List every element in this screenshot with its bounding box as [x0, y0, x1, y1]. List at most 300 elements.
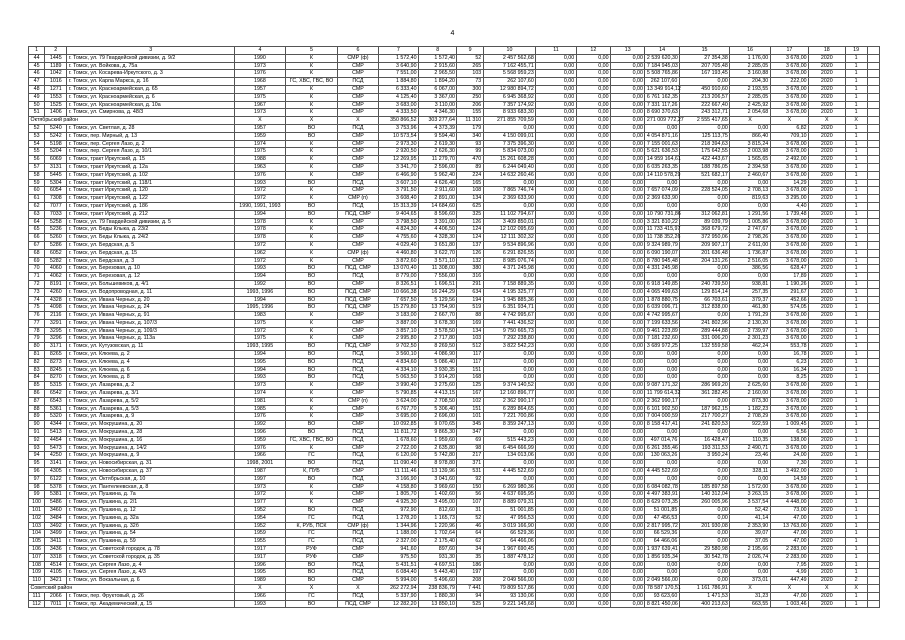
table-cell: г. Томск, ул. Советской городок, д. 35 [67, 553, 235, 561]
table-cell: 0,00 [576, 304, 610, 312]
table-cell: 208 [457, 577, 483, 585]
table-cell: ВО [285, 179, 338, 187]
table-cell: 3 560,10 [378, 351, 418, 359]
table-cell: 1 009,45 [770, 421, 808, 429]
table-cell: 1 [845, 538, 867, 546]
table-cell: 2 362 990,17 [483, 397, 536, 405]
table-cell: 2020 [809, 85, 845, 93]
table-cell: 8 269,50 [419, 343, 457, 351]
table-cell: СМР [338, 109, 378, 117]
table-cell: 0,00 [611, 171, 645, 179]
table-cell: 0,00 [611, 499, 645, 507]
table-cell [867, 327, 879, 335]
table-cell: 0,00 [483, 429, 536, 437]
table-cell: 3 678,00 [770, 140, 808, 148]
table-cell: 30 542,78 [679, 553, 730, 561]
table-cell: 0,00 [611, 436, 645, 444]
table-cell: г. Томск, ул. Водопроводная, д. 11 [67, 288, 235, 296]
table-row [29, 156, 880, 164]
table-cell: 3 791,50 [378, 187, 418, 195]
table-cell: 6 039 096,71 [646, 304, 678, 311]
table-cell: ПСД [338, 78, 378, 86]
column-number: 15 [679, 47, 730, 55]
table-cell: 117 [457, 351, 483, 359]
table-cell: 3 110,00 [419, 101, 457, 109]
table-cell: 4 371 245,98 [483, 265, 536, 273]
table-cell: 2020 [809, 257, 845, 265]
table-cell: 0,00 [536, 218, 576, 226]
table-cell: К [285, 148, 338, 156]
table-cell: 0,00 [611, 514, 645, 522]
table-cell [867, 288, 879, 296]
table-cell: 222,00 [770, 78, 808, 86]
table-cell: 4 755,60 [378, 234, 418, 242]
table-cell: 3 678,00 [770, 234, 808, 242]
table-cell: 1 [845, 210, 867, 218]
table-cell: 1 [845, 171, 867, 179]
table-cell: 3 367,00 [419, 93, 457, 101]
table-row [29, 70, 880, 78]
table-cell: 194 [457, 296, 483, 304]
table-cell: 0,00 [576, 148, 610, 156]
table-cell: 1 [845, 249, 867, 257]
table-cell: 0,00 [611, 234, 645, 242]
table-cell: 94 [29, 452, 45, 460]
table-cell: 80 [29, 343, 45, 351]
table-cell: 1 [845, 397, 867, 405]
table-row [29, 265, 880, 273]
table-cell: ВО [285, 374, 338, 382]
table-cell: 10 790 731,86 [646, 210, 681, 217]
table-cell: г. Томск, ул. Пушкина, д. 32а [67, 514, 235, 522]
table-cell: 1 959,60 [419, 436, 457, 444]
table-cell: г. Томск, ул. Лазарева, д. 5/2 [67, 397, 235, 405]
table-cell: 897,60 [419, 546, 457, 554]
table-cell: СМР (ф) [338, 249, 378, 257]
table-cell: 4 125,40 [378, 93, 418, 101]
table-cell: ПСД [338, 530, 378, 538]
table-cell: 1189 [45, 62, 67, 70]
table-cell: 0,00 [611, 530, 645, 538]
table-cell: 9 865,30 [419, 429, 457, 437]
table-cell: 2 369 633,90 [483, 195, 536, 203]
table-cell: 3 678,00 [770, 93, 808, 101]
table-cell: 0,00 [576, 312, 610, 320]
table-cell: 0,00 [611, 218, 645, 226]
table-cell: 16,78 [770, 351, 808, 359]
table-cell: 0,00 [679, 429, 730, 437]
table-cell: 100 [29, 499, 45, 507]
table-cell: 1 572,40 [419, 54, 457, 62]
table-cell: 0,00 [611, 265, 645, 273]
table-cell: К [285, 163, 338, 171]
table-cell: г. Томск, ул. Большевиков, д. 4/1 [67, 280, 235, 288]
table-cell: ПСД [338, 592, 378, 600]
table-cell: 1 [845, 452, 867, 460]
table-cell: 0,00 [730, 179, 770, 187]
table-cell: 3 678,00 [770, 335, 808, 343]
table-cell: 0,00 [576, 85, 610, 93]
table-cell: 137 [457, 241, 483, 249]
table-cell: 3 275,60 [419, 382, 457, 390]
district-name: Советский район [29, 584, 235, 592]
table-cell: 3 678,00 [770, 109, 808, 117]
table-cell: 0,00 [611, 374, 645, 382]
table-cell: 0,00 [536, 132, 576, 140]
table-cell [867, 171, 879, 179]
table-cell [867, 507, 879, 515]
table-row [29, 374, 880, 382]
table-cell: 204,30 [730, 78, 770, 86]
table-cell: 2020 [809, 530, 845, 538]
table-cell: 0,00 [611, 202, 645, 210]
table-cell: 2020 [809, 514, 845, 522]
subtotal-cell: 271 855 709,59 [483, 117, 536, 125]
table-cell: 0,00 [576, 280, 610, 288]
table-cell: 0,00 [611, 179, 645, 187]
table-cell: ВО [285, 304, 338, 312]
column-number [867, 47, 879, 55]
table-cell: 0,00 [576, 483, 610, 491]
table-cell: 1978 [235, 226, 286, 234]
table-cell: 2020 [809, 405, 845, 413]
table-row [29, 109, 880, 117]
table-row [29, 296, 880, 304]
table-cell: 4,40 [770, 202, 808, 210]
table-cell: 2 891,00 [419, 195, 457, 203]
table-cell: 4 150 099,01 [483, 132, 536, 140]
table-cell: 345 [457, 421, 483, 429]
table-cell: 0,00 [536, 280, 576, 288]
table-cell: 3 678,00 [770, 483, 808, 491]
table-cell: К, ПУБ [285, 468, 338, 476]
table-cell: ВО [285, 343, 338, 351]
table-cell: 0,00 [576, 226, 610, 234]
table-cell: 2 915,60 [419, 62, 457, 70]
table-cell: 1 [845, 553, 867, 561]
table-cell: 53 [29, 132, 45, 140]
table-cell: 9 374 140,52 [483, 382, 536, 390]
table-cell: 873,30 [730, 397, 770, 405]
table-cell: 207 705,48 [679, 62, 730, 70]
table-row [29, 397, 880, 405]
table-cell: 3 678,00 [770, 54, 808, 62]
table-cell: 7 181 232,60 [646, 335, 678, 342]
table-cell: 5198 [45, 140, 67, 148]
table-cell: 0,00 [536, 171, 576, 179]
table-cell: 1 878 880,75 [646, 296, 678, 303]
table-cell: 47,00 [770, 530, 808, 538]
table-cell: СМР [338, 405, 378, 413]
table-cell: 340 [457, 132, 483, 140]
table-cell: 0,00 [645, 202, 679, 210]
table-cell: К [285, 187, 338, 195]
table-cell: 5282 [45, 257, 67, 265]
table-row [29, 312, 880, 320]
table-cell: г. Томск, ул. Ивана Черных, д. 109/3 [67, 327, 235, 335]
table-cell: 0,00 [576, 218, 610, 226]
table-cell: 0,00 [645, 273, 679, 281]
table-cell: 3 678,00 [770, 148, 808, 156]
table-cell: 0,00 [536, 124, 576, 132]
table-cell: 1 [845, 561, 867, 569]
table-cell: 88 [29, 405, 45, 413]
table-cell: 2 626,30 [419, 148, 457, 156]
subtotal-cell: 0,00 [611, 117, 645, 125]
table-cell: 3 183,00 [378, 312, 418, 320]
table-cell: 56 [457, 491, 483, 499]
table-cell: 1973 [235, 483, 286, 491]
table-cell: 60 [29, 187, 45, 195]
table-cell: 193 311,53 [679, 444, 730, 452]
table-cell: 3 409 850,01 [483, 218, 536, 226]
table-row [29, 436, 880, 444]
table-cell: 64 [457, 530, 483, 538]
table-cell: 1 [845, 429, 867, 437]
table-cell: 4 445 522,69 [646, 468, 678, 475]
table-cell: 0,00 [483, 475, 536, 483]
table-cell: 0,00 [576, 179, 610, 187]
table-cell: 574,05 [770, 304, 808, 312]
table-cell: 1994 [235, 351, 286, 359]
table-cell: 0,00 [576, 70, 610, 78]
table-cell: 2020 [809, 397, 845, 405]
table-cell: 5 431,51 [378, 561, 418, 569]
table-cell: 0,00 [576, 592, 610, 600]
table-cell: 5260 [45, 234, 67, 242]
subtotal-cell: 0,00 [536, 584, 576, 592]
table-cell [867, 491, 879, 499]
table-cell: 8265 [45, 351, 67, 359]
table-cell: 2020 [809, 569, 845, 577]
table-cell: 1 967 690,45 [483, 546, 536, 554]
table-cell [867, 600, 879, 608]
table-cell: К [285, 234, 338, 242]
table-cell: 34 [457, 546, 483, 554]
table-cell: ВО [285, 265, 338, 273]
table-cell: 7,30 [770, 460, 808, 468]
table-cell: 4250 [45, 452, 67, 460]
table-cell: 3 872,60 [378, 257, 418, 265]
table-cell: 31 [457, 507, 483, 515]
table-cell [867, 530, 879, 538]
table-cell [867, 187, 879, 195]
table-cell: 4060 [45, 265, 67, 273]
table-row [29, 429, 880, 437]
table-cell: 0,00 [536, 577, 576, 585]
table-cell: 8 889 079,31 [483, 499, 536, 507]
table-cell: СМР [338, 140, 378, 148]
table-cell: 2020 [809, 546, 845, 554]
table-cell: 107 [457, 499, 483, 507]
table-cell: 4 460,80 [378, 249, 418, 257]
table-cell: 1957 [235, 85, 286, 93]
table-cell: 938,81 [730, 280, 770, 288]
table-cell: 0,00 [611, 569, 645, 577]
table-cell: 0,00 [576, 195, 610, 203]
table-cell [867, 241, 879, 249]
table-cell: г. Томск, ул. Мокрушина, д. 20 [67, 421, 235, 429]
table-cell [867, 234, 879, 242]
table-cell: 86 [29, 390, 45, 398]
table-cell: 9 594,40 [419, 132, 457, 140]
table-cell: 0,00 [483, 351, 536, 359]
table-cell: 132 559,58 [679, 343, 730, 351]
table-cell: 1 [845, 148, 867, 156]
table-cell: 1406 [45, 109, 67, 117]
table-cell: 5 790,85 [378, 390, 418, 398]
table-cell [867, 429, 879, 437]
table-cell: 4,99 [770, 569, 808, 577]
table-cell: 0,00 [536, 265, 576, 273]
table-cell: 0,00 [611, 280, 645, 288]
table-cell: 328,11 [730, 468, 770, 476]
table-cell: 1553 [45, 93, 67, 101]
table-cell: 0,00 [483, 569, 536, 577]
table-cell: 1 696,51 [419, 280, 457, 288]
table-cell: СМР [338, 327, 378, 335]
table-cell: 3 678,00 [770, 257, 808, 265]
table-cell: 8 978,80 [419, 460, 457, 468]
table-cell: 0,00 [611, 156, 645, 164]
table-cell: 1 [845, 304, 867, 312]
table-cell: ПСД [338, 538, 378, 546]
table-cell: 224 [457, 171, 483, 179]
table-cell: г. Томск, ул. Смирнова, д. 48/3 [67, 109, 235, 117]
table-cell: г. Томск, ул. Пушкина, д. 2/1 [67, 499, 235, 507]
table-cell: 3 678,00 [770, 218, 808, 226]
table-cell: 2020 [809, 382, 845, 390]
table-cell: 0,00 [576, 452, 610, 460]
table-cell: 0,00 [576, 475, 610, 483]
table-cell: 289 444,88 [679, 327, 730, 335]
table-cell: 0,00 [576, 382, 610, 390]
table-cell: ВО [285, 421, 338, 429]
table-cell: СМР [338, 85, 378, 93]
table-cell: 0,00 [679, 514, 730, 522]
table-cell: г. Томск, ул. Красноармейская, д. 10а [67, 101, 235, 109]
table-cell: 7077 [45, 202, 67, 210]
table-cell [867, 468, 879, 476]
table-row [29, 390, 880, 398]
table-cell: 188 786,05 [679, 163, 730, 171]
table-cell: 4 925,30 [378, 499, 418, 507]
table-cell: 78 [29, 327, 45, 335]
table-cell: 2 920,50 [378, 148, 418, 156]
table-cell [867, 124, 879, 132]
table-cell: 3 166,90 [378, 475, 418, 483]
table-cell: 31,23 [730, 592, 770, 600]
table-cell: 1 [845, 343, 867, 351]
table-cell: 0,00 [536, 358, 576, 366]
table-cell: 1 [845, 85, 867, 93]
table-cell [867, 436, 879, 444]
table-cell: 2020 [809, 366, 845, 374]
table-cell [867, 390, 879, 398]
table-cell: 3 341,70 [378, 163, 418, 171]
table-cell: 931,30 [419, 553, 457, 561]
table-cell: г. Томск, ул. Карла Маркса, д. 16 [67, 78, 235, 86]
column-number: 18 [809, 47, 845, 55]
table-cell: СМР [338, 468, 378, 476]
table-cell: 1998, 2001 [235, 460, 286, 468]
table-cell: ВО [285, 475, 338, 483]
table-row [29, 304, 880, 312]
table-cell: СМР [338, 491, 378, 499]
table-cell: 0,00 [576, 109, 610, 117]
table-cell: 1973 [235, 109, 286, 117]
table-cell: 0,00 [679, 124, 730, 132]
table-cell: 1993 [235, 179, 286, 187]
table-cell: 3318 [45, 553, 67, 561]
table-cell [867, 452, 879, 460]
table-cell: 106 [29, 546, 45, 554]
table-cell: 51 001,85 [483, 507, 536, 515]
table-row [29, 257, 880, 265]
table-cell: 9 702,50 [378, 343, 418, 351]
table-cell: ПСД, СМР [338, 600, 378, 608]
table-cell [867, 335, 879, 343]
table-cell: 975,50 [378, 553, 418, 561]
table-cell: 0,00 [576, 351, 610, 359]
table-cell: г. Томск, ул. Ивана Черных, д. 24 [67, 304, 235, 312]
table-cell: 1 [845, 218, 867, 226]
table-cell: 2020 [809, 195, 845, 203]
table-cell: ВО [285, 366, 338, 374]
table-cell: 217 [457, 452, 483, 460]
table-cell: 0,00 [730, 460, 770, 468]
table-cell: 2 596,00 [419, 163, 457, 171]
table-cell: 0,00 [536, 514, 576, 522]
table-cell: 2 708,29 [730, 413, 770, 421]
table-cell [867, 374, 879, 382]
table-cell: 5 337,90 [378, 592, 418, 600]
table-cell: 5 306,40 [419, 405, 457, 413]
table-cell: 2020 [809, 561, 845, 569]
table-cell: 23,46 [730, 452, 770, 460]
table-cell: 8 158 417,41 [646, 421, 678, 428]
table-cell: 0,00 [536, 475, 576, 483]
table-cell: К [285, 382, 338, 390]
table-row [29, 93, 880, 101]
table-cell: 1973 [235, 62, 286, 70]
column-number: 4 [235, 47, 286, 55]
table-cell: 10 573,54 [378, 132, 418, 140]
table-cell: 519 [457, 304, 483, 312]
table-cell: 9 221 145,68 [483, 600, 536, 608]
table-cell: 1 [845, 507, 867, 515]
table-cell: 0,00 [536, 569, 576, 577]
table-cell: 2020 [809, 483, 845, 491]
table-cell: 0,00 [483, 179, 536, 187]
table-cell: 0,00 [536, 468, 576, 476]
subtotal-cell: Х [285, 584, 338, 592]
table-cell: 0,00 [611, 78, 645, 86]
table-cell: 3 640,90 [378, 62, 418, 70]
table-cell: г. Томск, ул. Красноармейская, д. 65 [67, 85, 235, 93]
table-cell: 3 678,00 [770, 405, 808, 413]
table-cell: 5240 [45, 124, 67, 132]
table-cell: 240 739,50 [679, 280, 730, 288]
table-cell: 0,00 [576, 327, 610, 335]
table-cell: 1 291,56 [730, 210, 770, 218]
table-cell: 1 [845, 93, 867, 101]
table-cell: 82 [29, 358, 45, 366]
table-cell: 54 [29, 140, 45, 148]
table-cell: 1 565,65 [730, 156, 770, 164]
table-cell: 0,00 [611, 249, 645, 257]
table-cell: ПСД, СМР [338, 343, 378, 351]
